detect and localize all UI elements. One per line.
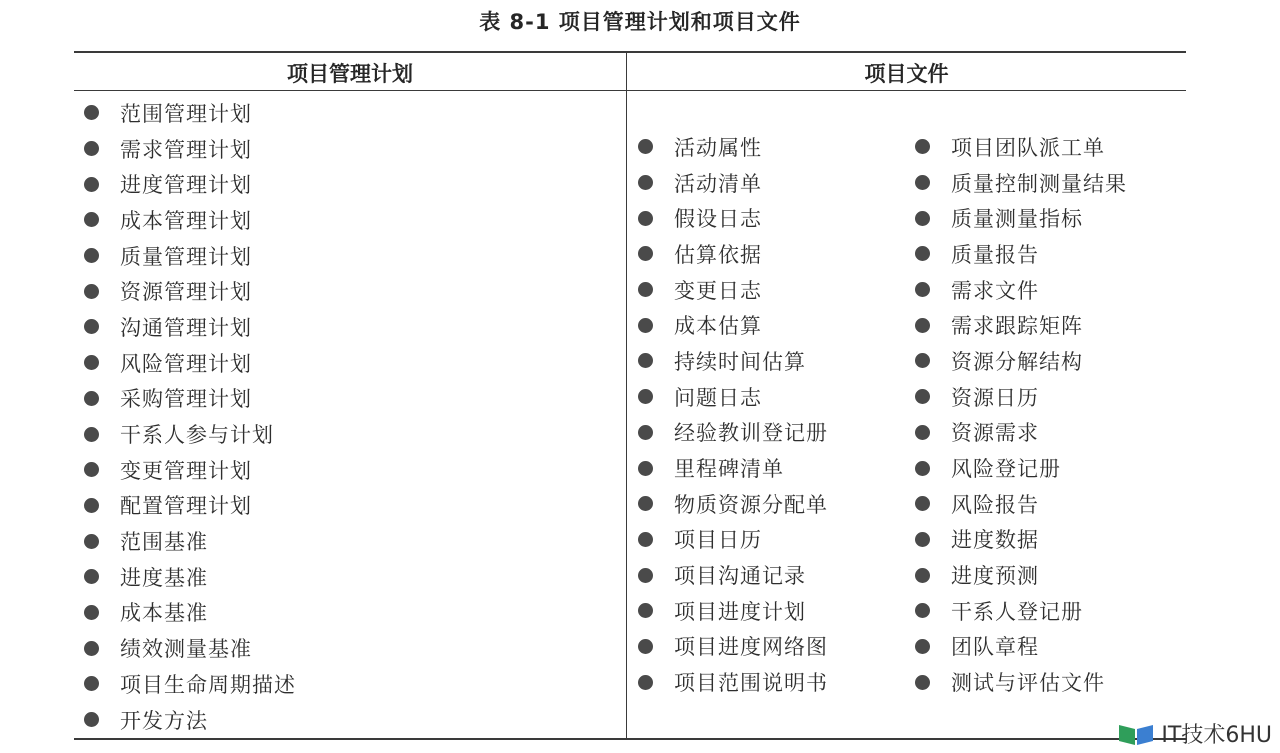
list-item	[84, 238, 296, 274]
list-item-label: 干系人登记册	[951, 599, 1083, 624]
list-item-label: 测试与评估文件	[951, 671, 1105, 696]
list-item	[84, 523, 296, 559]
bullet-icon	[915, 246, 930, 261]
list-item	[915, 343, 1127, 379]
list-item-label: 质量控制测量结果	[951, 171, 1127, 196]
bullet-icon	[84, 391, 99, 406]
bullet-icon	[915, 211, 930, 226]
bullet-icon	[84, 355, 99, 370]
list-item	[915, 129, 1127, 165]
list-item-label: 项目进度计划	[674, 599, 806, 624]
list-item-label: 项目范围说明书	[674, 671, 828, 696]
list-item-label: 开发方法	[120, 708, 208, 733]
list-item	[638, 486, 828, 522]
bullet-icon	[638, 175, 653, 190]
bullet-icon	[915, 175, 930, 190]
list-item	[638, 450, 828, 486]
list-item-label: 进度数据	[951, 528, 1039, 553]
column-divider	[626, 52, 627, 738]
list-item	[84, 309, 296, 345]
bullet-icon	[84, 248, 99, 263]
bullet-icon	[638, 389, 653, 404]
bullet-icon	[84, 427, 99, 442]
list-item	[915, 450, 1127, 486]
bullet-icon	[638, 425, 653, 440]
bullet-icon	[84, 177, 99, 192]
list-item-label: 活动清单	[674, 171, 762, 196]
list-item	[915, 272, 1127, 308]
list-item-label: 持续时间估算	[674, 349, 806, 374]
list-item-label: 进度基准	[120, 565, 208, 590]
list-item-label: 需求跟踪矩阵	[951, 314, 1083, 339]
list-item	[638, 379, 828, 415]
list-item-label: 资源管理计划	[120, 280, 252, 305]
book-logo-icon	[1117, 721, 1155, 747]
bullet-icon	[84, 676, 99, 691]
bullet-icon	[638, 318, 653, 333]
bullet-icon	[915, 389, 930, 404]
bullet-icon	[638, 532, 653, 547]
list-item	[638, 272, 828, 308]
bullet-icon	[84, 534, 99, 549]
list-item-label: 活动属性	[674, 135, 762, 160]
table-header-rule	[74, 90, 1186, 91]
list-item	[638, 415, 828, 451]
bullet-icon	[915, 675, 930, 690]
list-item	[915, 522, 1127, 558]
list-item-label: 风险报告	[951, 492, 1039, 517]
list-item-label: 变更管理计划	[120, 458, 252, 483]
management-plan-list	[84, 95, 296, 737]
bullet-icon	[638, 461, 653, 476]
header-management-plan: 项目管理计划	[287, 62, 413, 86]
list-item	[84, 488, 296, 524]
bullet-icon	[915, 639, 930, 654]
list-item-label: 项目日历	[674, 528, 762, 553]
bullet-icon	[84, 462, 99, 477]
bullet-icon	[84, 141, 99, 156]
bullet-icon	[84, 641, 99, 656]
list-item-label: 成本估算	[674, 314, 762, 339]
list-item-label: 风险管理计划	[120, 351, 252, 376]
bullet-icon	[638, 639, 653, 654]
list-item	[638, 629, 828, 665]
list-item-label: 采购管理计划	[120, 387, 252, 412]
list-item	[915, 200, 1127, 236]
bullet-icon	[638, 603, 653, 618]
list-item-label: 资源日历	[951, 385, 1039, 410]
list-item-label: 需求文件	[951, 278, 1039, 303]
project-documents-list-col1	[638, 129, 828, 700]
list-item-label: 经验教训登记册	[674, 421, 828, 446]
list-item	[915, 236, 1127, 272]
list-item	[638, 343, 828, 379]
bullet-icon	[915, 282, 930, 297]
list-item	[84, 416, 296, 452]
list-item-label: 进度管理计划	[120, 173, 252, 198]
bullet-icon	[915, 568, 930, 583]
list-item	[638, 664, 828, 700]
bullet-icon	[915, 461, 930, 476]
bullet-icon	[84, 498, 99, 513]
list-item-label: 团队章程	[951, 635, 1039, 660]
list-item-label: 项目生命周期描述	[120, 672, 296, 697]
bullet-icon	[84, 319, 99, 334]
list-item	[84, 166, 296, 202]
list-item-label: 资源需求	[951, 421, 1039, 446]
bullet-icon	[84, 284, 99, 299]
list-item-label: 沟通管理计划	[120, 315, 252, 340]
list-item	[84, 273, 296, 309]
list-item	[638, 593, 828, 629]
list-item	[84, 595, 296, 631]
list-item	[915, 629, 1127, 665]
bullet-icon	[84, 212, 99, 227]
list-item-label: 成本基准	[120, 601, 208, 626]
bullet-icon	[915, 353, 930, 368]
list-item-label: 问题日志	[674, 385, 762, 410]
list-item-label: 需求管理计划	[120, 137, 252, 162]
list-item	[638, 165, 828, 201]
list-item-label: 干系人参与计划	[120, 423, 274, 448]
header-project-documents: 项目文件	[864, 62, 949, 86]
list-item	[638, 129, 828, 165]
list-item	[915, 415, 1127, 451]
list-item	[84, 452, 296, 488]
list-item-label: 进度预测	[951, 564, 1039, 589]
table-caption: 表 8-1 项目管理计划和项目文件	[479, 10, 801, 34]
bullet-icon	[638, 675, 653, 690]
list-item-label: 项目团队派工单	[951, 135, 1105, 160]
watermark	[1117, 718, 1272, 749]
bullet-icon	[638, 568, 653, 583]
list-item	[84, 666, 296, 702]
bullet-icon	[84, 569, 99, 584]
list-item	[915, 486, 1127, 522]
list-item-label: 物质资源分配单	[674, 492, 828, 517]
list-item	[84, 381, 296, 417]
list-item	[638, 522, 828, 558]
list-item	[84, 95, 296, 131]
list-item-label: 资源分解结构	[951, 349, 1083, 374]
list-item-label: 质量测量指标	[951, 207, 1083, 232]
list-item-label: 范围基准	[120, 530, 208, 555]
list-item	[638, 557, 828, 593]
list-item-label: 风险登记册	[951, 457, 1061, 482]
bullet-icon	[915, 496, 930, 511]
bullet-icon	[915, 425, 930, 440]
list-item	[638, 236, 828, 272]
list-item-label: 绩效测量基准	[120, 637, 252, 662]
list-item	[638, 200, 828, 236]
list-item-label: 变更日志	[674, 278, 762, 303]
bullet-icon	[915, 318, 930, 333]
watermark-text: IT技术6HU	[1161, 723, 1272, 748]
list-item	[84, 702, 296, 738]
bullet-icon	[638, 496, 653, 511]
list-item	[915, 165, 1127, 201]
bullet-icon	[915, 532, 930, 547]
list-item	[84, 630, 296, 666]
list-item	[84, 345, 296, 381]
list-item	[638, 307, 828, 343]
table-top-rule	[74, 51, 1186, 53]
bullet-icon	[84, 605, 99, 620]
list-item	[915, 379, 1127, 415]
table-bottom-rule	[74, 738, 1186, 740]
bullet-icon	[638, 139, 653, 154]
bullet-icon	[84, 105, 99, 120]
bullet-icon	[84, 712, 99, 727]
list-item-label: 成本管理计划	[120, 208, 252, 233]
bullet-icon	[915, 603, 930, 618]
list-item-label: 范围管理计划	[120, 101, 252, 126]
list-item-label: 配置管理计划	[120, 494, 252, 519]
bullet-icon	[638, 353, 653, 368]
bullet-icon	[915, 139, 930, 154]
bullet-icon	[638, 211, 653, 226]
list-item	[915, 307, 1127, 343]
bullet-icon	[638, 282, 653, 297]
list-item	[915, 664, 1127, 700]
list-item	[915, 593, 1127, 629]
list-item-label: 假设日志	[674, 207, 762, 232]
list-item-label: 质量管理计划	[120, 244, 252, 269]
list-item-label: 项目进度网络图	[674, 635, 828, 660]
project-documents-list-col2	[915, 129, 1127, 700]
list-item-label: 质量报告	[951, 242, 1039, 267]
list-item	[84, 559, 296, 595]
list-item	[915, 557, 1127, 593]
list-item-label: 项目沟通记录	[674, 564, 806, 589]
list-item	[84, 131, 296, 167]
bullet-icon	[638, 246, 653, 261]
list-item-label: 估算依据	[674, 242, 762, 267]
list-item	[84, 202, 296, 238]
list-item-label: 里程碑清单	[674, 457, 784, 482]
